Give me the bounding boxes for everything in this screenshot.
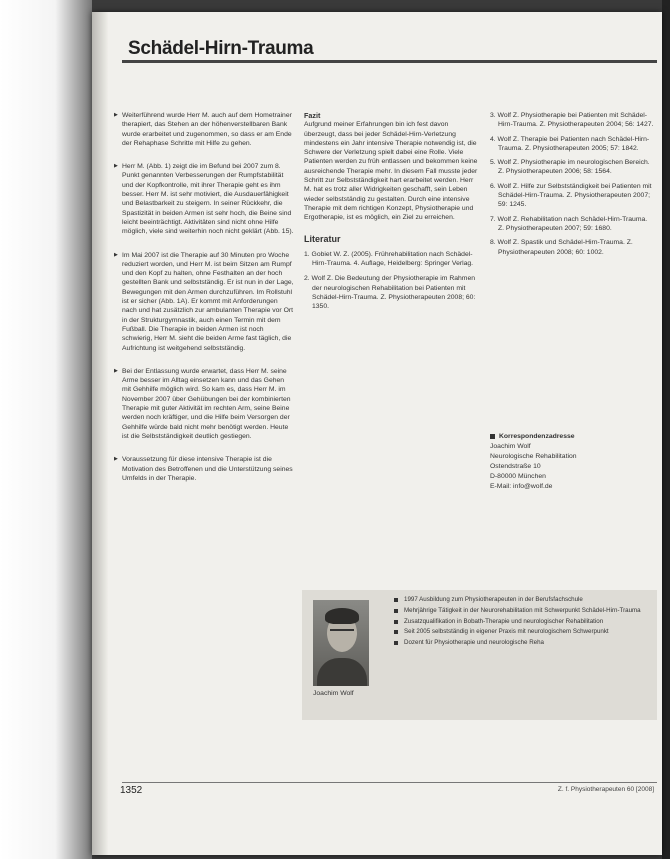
address-line: E-Mail: info@wolf.de bbox=[490, 483, 553, 490]
square-bullet-icon bbox=[490, 434, 495, 439]
footer-rule bbox=[122, 782, 657, 783]
bio-item: Mehrjährige Tätigkeit in der Neurorehabilitation mit Schwerpunkt Schädel-Hirn-Trauma bbox=[394, 607, 649, 616]
reference-item: 4. Wolf Z. Therapie bei Patienten nach Schädel-Hirn-Trauma. Z. Physiotherapeuten 2005; 57: 1842. bbox=[490, 135, 650, 152]
page-fold-shadow bbox=[92, 12, 108, 855]
reference-item: 3. Wolf Z. Physiotherapie bei Patienten mit Schädel-Hirn-Trauma. Z. Physiotherapeuten 2004; 56: 1427. bbox=[490, 112, 654, 129]
fazit-heading: Fazit bbox=[304, 111, 321, 120]
author-bio-box bbox=[302, 590, 657, 720]
literature-item: 2. Wolf Z. Die Bedeutung der Physiotherapie im Rahmen der neurologischen Rehabilitation bei Patienten mit Schädel-Hirn-Trauma. Z. Physiotherapeuten 2008; 60: 1350. bbox=[304, 275, 476, 311]
address-line: Joachim Wolf bbox=[490, 443, 531, 450]
reference-item: 6. Wolf Z. Hilfe zur Selbstständigkeit bei Patienten mit Schädel-Hirn-Trauma. Z. Physiotherapeuten 2007; 59: 1245. bbox=[490, 182, 652, 209]
bio-item: Dozent für Physiotherapie und neurologische Reha bbox=[394, 639, 649, 648]
reference-item: 7. Wolf Z. Rehabilitation nach Schädel-Hirn-Trauma. Z. Physiotherapeuten 2007; 59: 1680. bbox=[490, 215, 648, 232]
photo-body bbox=[317, 658, 367, 686]
correspondence-heading bbox=[490, 432, 654, 442]
literature-item: 1. Gobiet W. Z. (2005). Frührehabilitation nach Schädel-Hirn-Trauma. 4. Auflage, Heidelberg: Springer Verlag. bbox=[304, 250, 474, 268]
article-column-2 bbox=[304, 111, 482, 318]
body-paragraph: ▶ Im Mai 2007 ist die Therapie auf 30 Minuten pro Woche reduziert worden, und Herr M. ist beim Sitzen am Rumpf und den Kopf zu halten, ohne Festhalten an der hoch gestellten Bank und selbstständig. Er ist nun in der Lage, Bewegungen mit den Armen durchzuführen. Im Rollstuhl ist er sicher (Abb. 1A). Er kommt mit Anforderungen nach und hat zusätzlich zur ambulanten Therapie vor Ort in der Strukturgymnastik, auch einen Termin mit dem Fußball. Die Therapie in beiden Armen ist noch schwierig, Herr M. sieht die beiden Arme fast täglich, die Aufrichtung ist weitgehend selbstständig. bbox=[114, 251, 294, 353]
author-bio-list bbox=[394, 596, 649, 650]
journal-page bbox=[92, 12, 662, 855]
address-line: Ostendstraße 10 bbox=[490, 463, 541, 470]
correspondence-heading-text: Korrespondenzadresse bbox=[499, 433, 575, 440]
bio-item: 1997 Ausbildung zum Physiotherapeuten in der Berufsfachschule bbox=[394, 596, 649, 605]
author-photo bbox=[313, 600, 369, 686]
journal-citation: Z. f. Physiotherapeuten 60 [2008] bbox=[557, 786, 654, 793]
address-line: D-80000 München bbox=[490, 473, 546, 480]
fazit-text: Aufgrund meiner Erfahrungen bin ich fest davon überzeugt, dass bei jeder Schädel-Hirn-Verletzung mindestens ein Jahr intensive Therapie notwendig ist, die Schwere der Verletzung spielt dabei eine Rolle. Viele Patienten werden zu früh entlassen und bekommen keine ausreichende Therapie mehr. In diesem Fall musste jeder Schritt zur Selbstständigkeit hart erarbeitet werden. Herr M. hat es trotz aller Widrigkeiten geschafft, sein Leben wieder selbstständig zu gestalten. Durch eine intensive Therapie mit dem richtigen Konzept, Physiotherapie und Ergotherapie, ist es möglich, ein Ziel zu erreichen. bbox=[304, 121, 478, 222]
address-line: Neurologische Rehabilitation bbox=[490, 453, 577, 460]
photo-hair bbox=[325, 608, 359, 624]
scan-margin bbox=[0, 0, 92, 859]
page-number: 1352 bbox=[120, 785, 143, 796]
header-rule bbox=[122, 60, 657, 63]
literature-heading: Literatur bbox=[304, 233, 341, 244]
body-paragraph: ▶ Bei der Entlassung wurde erwartet, dass Herr M. seine Arme besser im Alltag einsetzen kann und das Gehen mit Gehhilfe möglich wird. So kam es, dass Herr M. im November 2007 über Gehübungen bei der kombinierten Therapie mit guter Aktivität im rechten Arm, seine Beine werden noch kräftiger, und die Hilfe beim Versorgen der Gehhilfe würde bald nicht mehr benötigt werden. Heute ist die Selbstständigkeit deutlich gestiegen. bbox=[114, 367, 294, 441]
author-name-caption: Joachim Wolf bbox=[313, 690, 354, 697]
body-paragraph: ▶ Voraussetzung für diese intensive Therapie ist die Motivation des Betroffenen und die Unterstützung seines Umfelds in der Therapie. bbox=[114, 455, 294, 483]
article-column-1 bbox=[114, 111, 294, 497]
page-header-title: Schädel-Hirn-Trauma bbox=[128, 38, 314, 59]
article-column-3 bbox=[490, 111, 654, 262]
bio-item: Seit 2005 selbstständig in eigener Praxis mit neurologischem Schwerpunkt bbox=[394, 628, 649, 637]
reference-item: 8. Wolf Z. Spastik und Schädel-Hirn-Trauma. Z. Physiotherapeuten 2008; 60: 1002. bbox=[490, 239, 633, 256]
photo-glasses bbox=[330, 629, 354, 637]
bio-item: Zusatzqualifikation in Bobath-Therapie und neurologischer Rehabilitation bbox=[394, 618, 649, 627]
reference-item: 5. Wolf Z. Physiotherapie im neurologischen Bereich. Z. Physiotherapeuten 2006; 58: 1564. bbox=[490, 159, 650, 176]
correspondence-address bbox=[490, 432, 654, 492]
body-paragraph: ▶ Weiterführend wurde Herr M. auch auf dem Hometrainer therapiert, das Stehen an der höhenverstellbaren Bank wurde erarbeitet und zugenommen, so dass er am Ende der Rehaphase Schritte mit Hilfe zu gehen. bbox=[114, 111, 294, 148]
scan-edge bbox=[662, 0, 670, 859]
body-paragraph: ▶ Herr M. (Abb. 1) zeigt die im Befund bei 2007 zum 8. Punkt genannten Verbesserungen der Rumpfstabilität und der Kopfkontrolle, mit ihrer Therapie geht es ihm besser. Herr M. ist sehr motiviert, die Ausdauerfähigkeit und Belastbarkeit zu steigern. In seiner Rückkehr, die Spastizität in beiden Armen ist sehr hoch, die Beine sind leicht beeinträchtigt. Aktivitäten sind nicht ohne Hilfe möglich, viele sind weiterhin noch nicht geklärt (Abb. 15). bbox=[114, 162, 294, 236]
